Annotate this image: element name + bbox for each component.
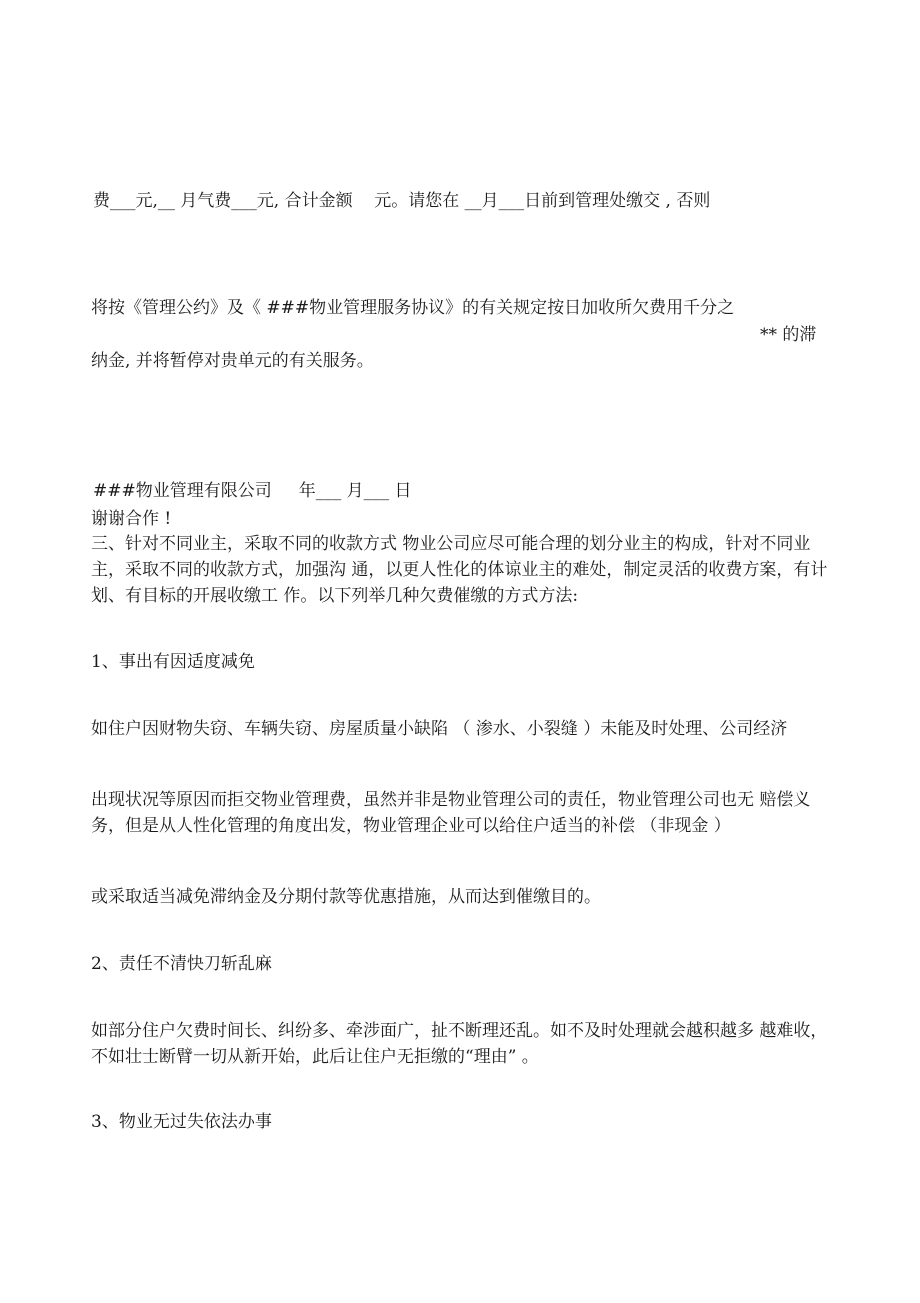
item-1-heading: 1、事出有因适度减免 xyxy=(91,652,255,672)
notice-line-3: 纳金, 并将暂停对贵单元的有关服务。 xyxy=(91,351,374,371)
item-2-paragraph-1: 如部分住户欠费时间长、纠纷多、牵涉面广，扯不断理还乱。如不及时处理就会越积越多 越难收，不如壮士断臂一切从新开始，此后让住户无拒缴的“理由” 。 xyxy=(91,1021,828,1067)
section-3-intro: 三、针对不同业主，采取不同的收款方式 物业公司应尽可能合理的划分业主的构成，针对不同业主，采取不同的收款方式，加强沟 通，以更人性化的体谅业主的难处，制定灵活的收费方案，有计划、有目标的开展收缴工 作。以下列举几种欠费催缴的方式方法: xyxy=(91,534,828,606)
thanks-text: 谢谢合作 ! xyxy=(91,509,172,529)
notice-line-1: 费___元,__ 月气费___元, 合计金额 元。请您在 __月___日前到管理处缴交 , 否则 xyxy=(93,191,711,211)
item-3-heading: 3、物业无过失依法办事 xyxy=(91,1112,272,1132)
item-1-paragraph-3: 或采取适当减免滞纳金及分期付款等优惠措施，从而达到催缴目的。 xyxy=(91,887,601,907)
item-1-paragraph-2: 出现状况等原因而拒交物业管理费，虽然并非是物业管理公司的责任，物业管理公司也无 赔偿义务，但是从人性化管理的角度出发，物业管理企业可以给住户适当的补偿 （非现金 ） xyxy=(91,790,811,836)
notice-line-2: 将按《管理公约》及《 ###物业管理服务协议》的有关规定按日加收所欠费用千分之 xyxy=(91,298,735,318)
notice-line-2-continuation: ** 的滞 xyxy=(760,325,817,345)
item-1-paragraph-1: 如住户因财物失窃、车辆失窃、房屋质量小缺陷 （ 渗水、小裂缝 ）未能及时处理、公司经济 xyxy=(91,719,788,739)
item-2-heading: 2、责任不清快刀斩乱麻 xyxy=(91,954,272,974)
signature-line: ###物业管理有限公司 年___ 月___ 日 xyxy=(93,481,412,501)
